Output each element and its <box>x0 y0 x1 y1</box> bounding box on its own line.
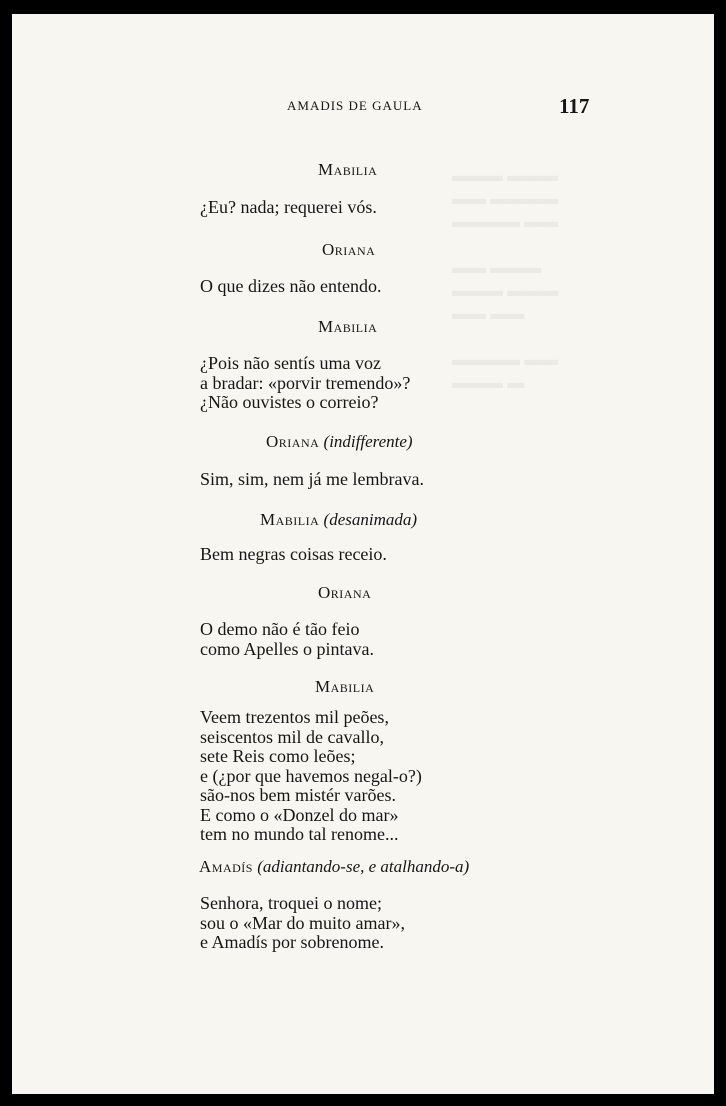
speaker-name: Mabilia <box>318 317 378 336</box>
stage-direction: (adiantando-se, e atalhando-a) <box>257 857 470 876</box>
verse-block <box>200 198 377 218</box>
verse-line: ¿Não ouvistes o correio? <box>200 392 379 412</box>
speaker-heading <box>318 583 371 603</box>
speaker-name: Amadís <box>199 857 253 876</box>
speaker-name: Oriana <box>266 432 320 451</box>
verse-line: E como o «Donzel do mar» <box>200 804 399 825</box>
speaker-name: Oriana <box>318 583 372 602</box>
verse-line: e Amadís por sobrenome. <box>200 932 384 952</box>
page-number: 117 <box>559 94 590 118</box>
running-title: AMADIS DE GAULA <box>287 98 423 113</box>
verse-line: ¿Pois não sentís uma voz <box>200 353 381 373</box>
verse-line: seiscentos mil de cavallo, <box>200 726 384 747</box>
verse-line: são-nos bem mistér varões. <box>200 785 396 805</box>
book-page <box>12 14 714 1094</box>
verse-line: Sim, sim, nem já me lembrava. <box>200 469 424 489</box>
bleed-through-texture: ▬▬▬ ▬▬▬ ▬▬ ▬▬▬▬ ▬▬▬▬ ▬▬ ▬▬ ▬▬▬ ▬▬▬ ▬▬▬ ▬▬ ▬▬ ▬▬▬▬ ▬▬ ▬▬▬ ▬ <box>452 166 559 392</box>
speaker-name: Mabilia <box>318 160 378 179</box>
verse-block <box>200 354 410 413</box>
verse-line: sete Reis como leões; <box>200 746 356 766</box>
verse-block <box>200 708 422 845</box>
verse-line: Veem trezentos mil peões, <box>200 707 389 727</box>
speaker-heading <box>318 317 377 337</box>
speaker-heading <box>315 677 374 697</box>
verse-block <box>200 470 424 490</box>
verse-line: Senhora, troquei o nome; <box>200 893 382 913</box>
verse-block <box>200 894 405 953</box>
speaker-heading <box>199 857 469 877</box>
verse-block <box>200 277 381 297</box>
speaker-name: Oriana <box>322 240 376 259</box>
verse-line: O que dizes não entendo. <box>200 276 382 296</box>
verse-line: Bem negras coisas receio. <box>200 544 387 564</box>
speaker-heading <box>322 240 375 260</box>
verse-line: sou o «Mar do muito amar», <box>200 912 405 933</box>
speaker-heading <box>260 510 417 530</box>
verse-block <box>200 620 374 659</box>
stage-direction: (indifferente) <box>323 432 413 451</box>
verse-line: tem no mundo tal renome... <box>200 824 399 844</box>
verse-line: como Apelles o pintava. <box>200 638 374 659</box>
verse-line: e (¿por que havemos negal-o?) <box>200 765 422 786</box>
speaker-name: Mabilia <box>315 677 375 696</box>
speaker-heading <box>266 432 413 452</box>
speaker-heading <box>318 160 377 180</box>
verse-line: ¿Eu? nada; requerei vós. <box>200 197 377 217</box>
verse-line: O demo não é tão feio <box>200 619 360 639</box>
speaker-name: Mabilia <box>260 510 320 529</box>
verse-block <box>200 545 387 565</box>
stage-direction: (desanimada) <box>323 510 418 529</box>
verse-line: a bradar: «porvir tremendo»? <box>200 372 411 393</box>
